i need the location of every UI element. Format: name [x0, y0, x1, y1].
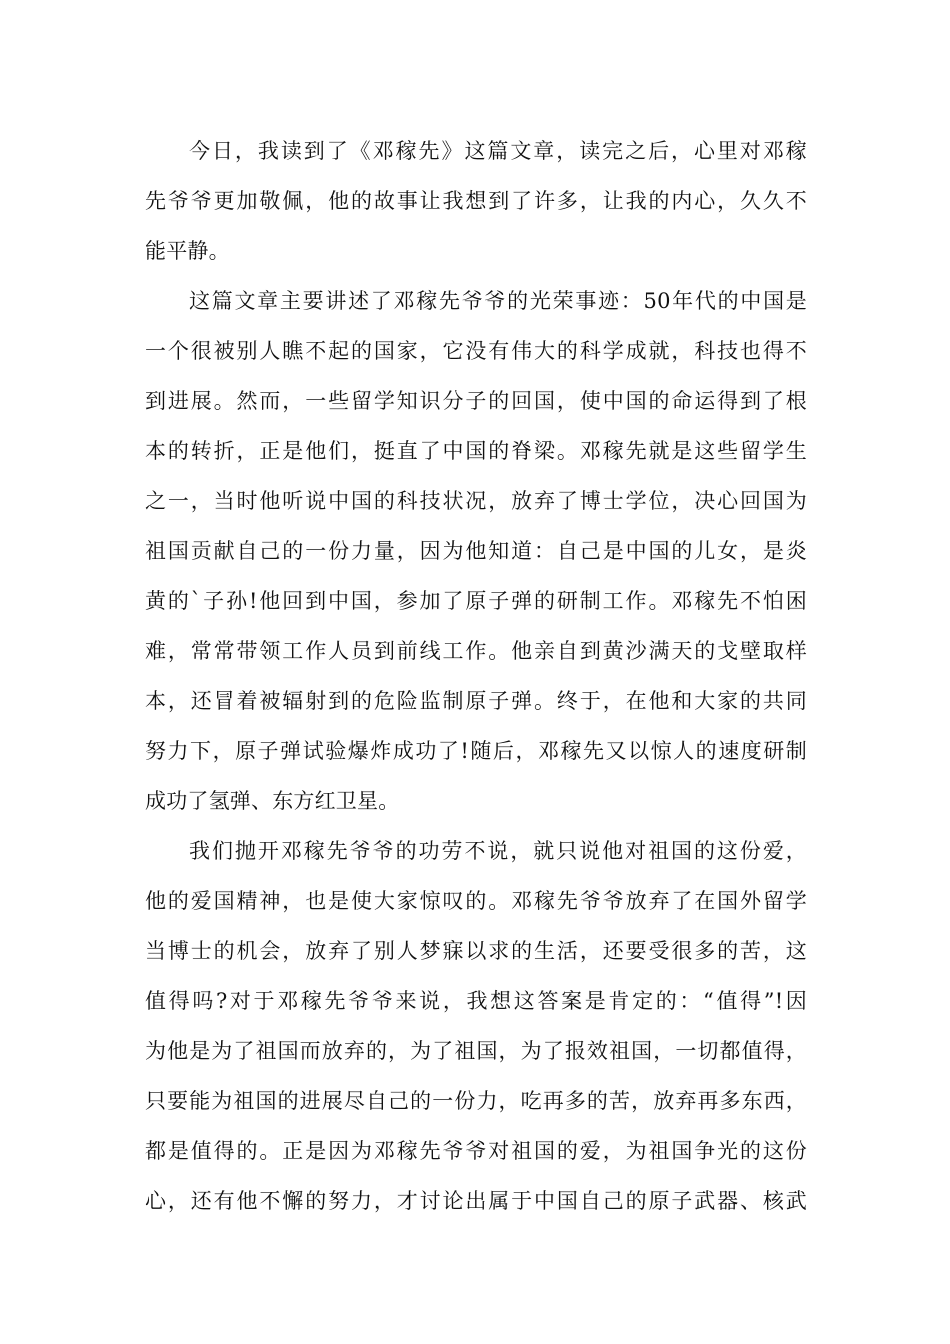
paragraph-2-line-8: 难，常常带领工作人员到前线工作。他亲自到黄沙满天的戈壁取样	[145, 639, 807, 663]
paragraph-3-line-3: 当博士的机会，放弃了别人梦寐以求的生活，还要受很多的苦，这	[145, 939, 807, 963]
paragraph-3-line-2: 他的爱国精神，也是使大家惊叹的。邓稼先爷爷放弃了在国外留学	[145, 889, 807, 913]
paragraph-2-line-9: 本，还冒着被辐射到的危险监制原子弹。终于，在他和大家的共同	[145, 689, 807, 713]
paragraph-2-line-1: 这篇文章主要讲述了邓稼先爷爷的光荣事迹：50年代的中国是	[189, 289, 807, 313]
paragraph-2-line-10: 努力下，原子弹试验爆炸成功了!随后，邓稼先又以惊人的速度研制	[145, 739, 807, 763]
paragraph-3-line-7: 都是值得的。正是因为邓稼先爷爷对祖国的爱，为祖国争光的这份	[145, 1139, 807, 1163]
paragraph-3-line-5: 为他是为了祖国而放弃的，为了祖国，为了报效祖国，一切都值得，	[145, 1039, 807, 1063]
paragraph-2-line-7: 黄的`子孙!他回到中国，参加了原子弹的研制工作。邓稼先不怕困	[145, 589, 807, 613]
paragraph-3-line-4: 值得吗?对于邓稼先爷爷来说，我想这答案是肯定的：“值得”!因	[145, 989, 807, 1013]
paragraph-3-line-8: 心，还有他不懈的努力，才讨论出属于中国自己的原子武器、核武	[145, 1189, 807, 1213]
paragraph-1-line-2: 先爷爷更加敬佩，他的故事让我想到了许多，让我的内心，久久不	[145, 189, 807, 213]
paragraph-2-line-6: 祖国贡献自己的一份力量，因为他知道：自己是中国的儿女，是炎	[145, 539, 807, 563]
paragraph-1-line-3: 能平静。	[145, 239, 230, 263]
paragraph-2-line-2: 一个很被别人瞧不起的国家，它没有伟大的科学成就，科技也得不	[145, 339, 807, 363]
paragraph-2-line-3: 到进展。然而，一些留学知识分子的回国，使中国的命运得到了根	[145, 389, 807, 413]
paragraph-3-line-6: 只要能为祖国的进展尽自己的一份力，吃再多的苦，放弃再多东西，	[145, 1089, 807, 1113]
document-body	[145, 126, 807, 1226]
paragraph-3-line-1: 我们抛开邓稼先爷爷的功劳不说，就只说他对祖国的这份爱，	[189, 839, 807, 863]
paragraph-2-line-5: 之一，当时他听说中国的科技状况，放弃了博士学位，决心回国为	[145, 489, 807, 513]
paragraph-2-line-11: 成功了氢弹、东方红卫星。	[145, 789, 400, 813]
paragraph-2-line-4: 本的转折，正是他们，挺直了中国的脊梁。邓稼先就是这些留学生	[145, 439, 807, 463]
paragraph-1-line-1: 今日，我读到了《邓稼先》这篇文章，读完之后，心里对邓稼	[189, 139, 807, 163]
